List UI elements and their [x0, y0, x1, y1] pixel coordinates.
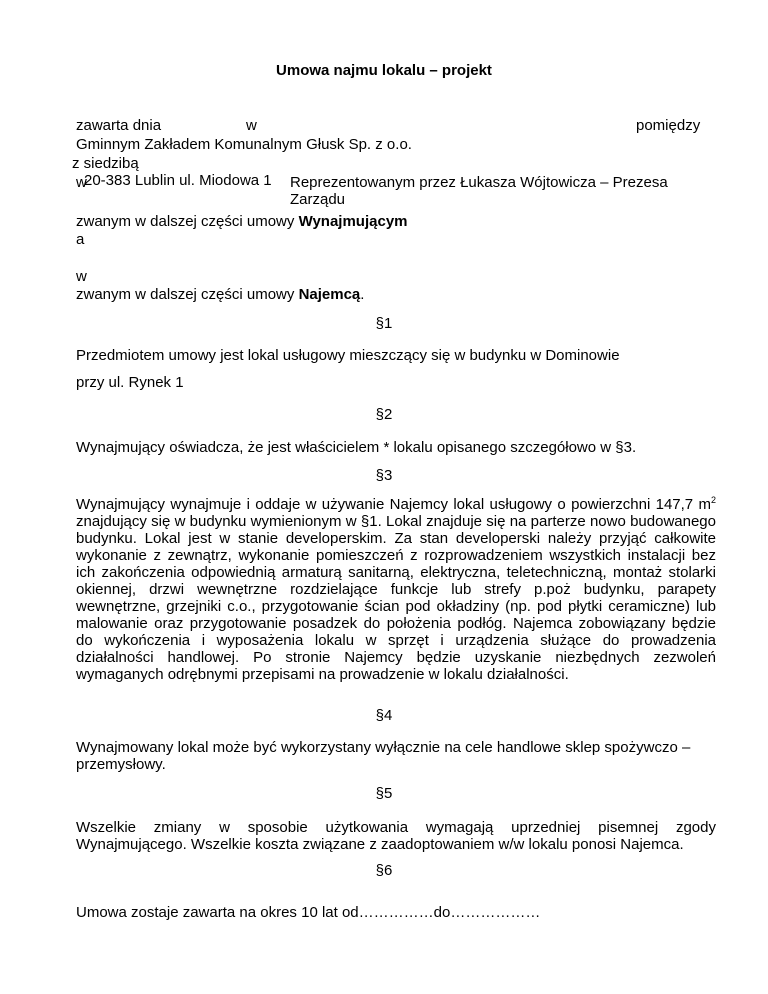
signed-on-label: zawarta dnia — [76, 117, 162, 134]
address-prefix: w — [76, 174, 87, 191]
represented-by-line2: Zarządu — [290, 191, 346, 208]
lessor-term: Wynajmującym — [298, 213, 408, 230]
section-2-text: Wynajmujący oświadcza, że jest właścicielem * lokalu opisanego szczegółowo w §3. — [76, 439, 637, 456]
lessee-prefix: zwanym w dalszej części umowy — [76, 286, 299, 303]
section-2-heading: §2 — [375, 406, 393, 423]
lessor-prefix: zwanym w dalszej części umowy — [76, 213, 299, 230]
section-3-text: Wynajmujący wynajmuje i oddaje w używanie Najemcy lokal usługowy o powierzchni 147,7 $m^2$ znajdujący się w budynku wymienionym w §1. Lokal znajduje się na parterze nowo budowanego budynku. Lokal jest w stanie developerskim. Za stan developerski należy przyjąć całkowite wykonanie z zewnątrz, wykonanie pomieszczeń z rozprowadzeniem wszystkich instalacji bez ich zakończenia odpowiednią armaturą sanitarną, elektryczna, teletechniczną, montaż stolarki okiennej, drzwi wewnętrzne rozdzielające funkcje lub strefy p.poż budynku, parapety wewnętrzne, grzejniki c.o., przygotowanie ścian pod okładziny (np. pod płytki ceramiczne) lub malowanie oraz przygotowanie posadzek do położenia podłóg. Najemca zobowiązany będzie do wykończenia i wyposażenia lokalu w sprzęt i urządzenia służące do prowadzenia działalności handlowej. Po stronie Najemcy będzie uzyskanie niezbędnych zezwoleń wymaganych odrębnymi przepisami na prowadzenie w lokalu działalności. — [76, 495, 716, 683]
lessee-term: Najemcą — [298, 286, 361, 303]
section-6-heading: §6 — [375, 862, 393, 879]
lessee-definition: zwanym w dalszej części umowy Najemcą. — [76, 286, 365, 303]
lessor-definition — [76, 213, 408, 230]
document-title: Umowa najmu lokalu – projekt — [276, 62, 492, 79]
in-label: w — [246, 117, 257, 134]
section-1-heading: §1 — [375, 315, 393, 332]
address: 20-383 Lublin ul. Miodowa 1 — [84, 172, 272, 189]
section-1-line2: przy ul. Rynek 1 — [76, 374, 184, 391]
lessee-in-label: w — [76, 268, 87, 285]
and-label: a — [76, 231, 85, 248]
party1-name: Gminnym Zakładem Komunalnym Głusk Sp. z o.o. — [76, 136, 412, 153]
section-5-heading: §5 — [375, 785, 393, 802]
section-6-text: Umowa zostaje zawarta na okres 10 lat od……………do……………… — [76, 904, 541, 921]
section-4-text: Wynajmowany lokal może być wykorzystany wyłącznie na cele handlowe sklep spożywczo – przemysłowy. — [76, 739, 691, 773]
section-1-line1: Przedmiotem umowy jest lokal usługowy mieszczący się w budynku w Dominowie — [76, 347, 620, 364]
seat-label: z siedzibą — [72, 155, 139, 172]
section-5-text: Wszelkie zmiany w sposobie użytkowania wymagają uprzedniej pisemnej zgody Wynajmującego. Wszelkie koszta związane z zaadoptowaniem w/w lokalu ponosi Najemca. — [76, 819, 716, 853]
section-4-heading: §4 — [375, 707, 393, 724]
between-label: pomiędzy — [636, 117, 701, 134]
represented-by-line1: Reprezentowanym przez Łukasza Wójtowicza – Prezesa — [290, 174, 668, 191]
section-3-heading: §3 — [375, 467, 393, 484]
